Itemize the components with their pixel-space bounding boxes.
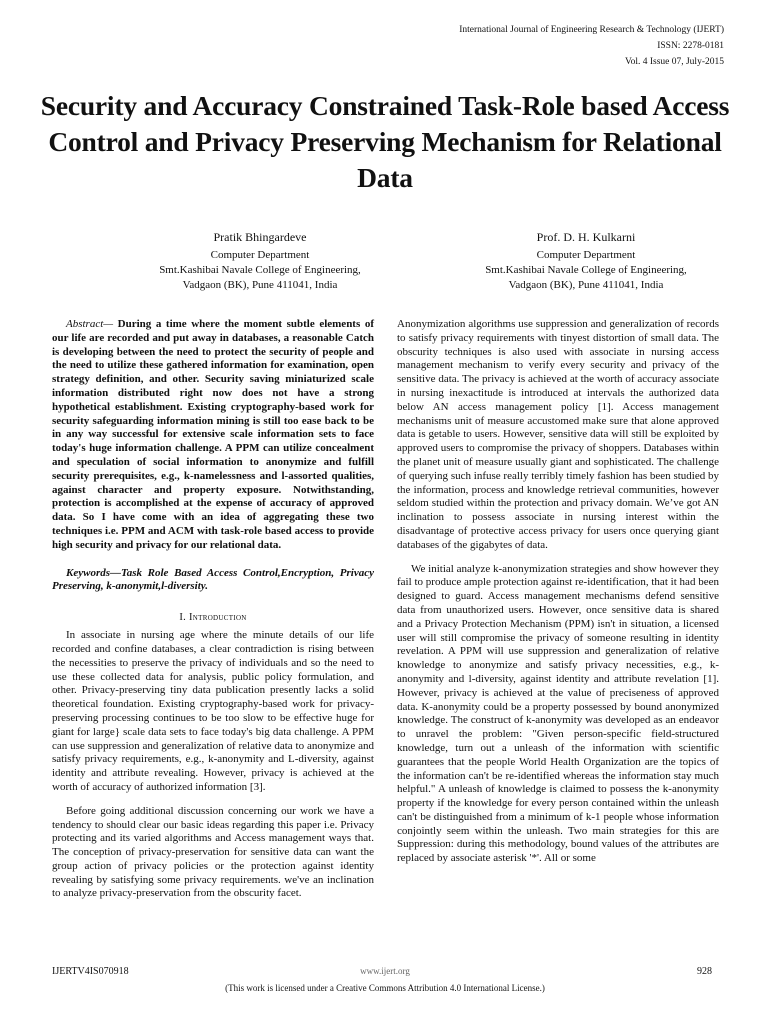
author-name: Pratik Bhingardeve <box>213 230 307 244</box>
section-heading <box>52 612 374 623</box>
abstract <box>52 318 374 553</box>
author-block-1 <box>110 230 410 293</box>
volume-issue: Vol. 4 Issue 07, July-2015 <box>624 57 724 67</box>
intro-paragraph-2: Before going additional discussion concerning our work we have a tendency to should clear our basic ideas regarding this paper i.e. Privacy protecting and its varied algorithms and Access management ways that. The conception of privacy-preservation for sensitive data can want the group action of privacy policies or the protection against identity revealing by satisfying some privacy requirements. we've an inclination to analyze privacy-preservation from the obscurity facet. <box>52 804 374 900</box>
right-column <box>397 318 719 866</box>
license-notice: (This work is licensed under a Creative Commons Attribution 4.0 International License.) <box>225 983 545 993</box>
author-department: Computer Department <box>536 249 636 261</box>
keywords <box>52 567 374 595</box>
author-department: Computer Department <box>210 249 310 261</box>
left-column <box>52 318 374 901</box>
paper-title: Security and Accuracy Constrained Task-Role based Access Control and Privacy Preserving Mechanism for Relational Data <box>40 90 730 193</box>
keywords-label: Keywords— <box>66 566 121 579</box>
paper-id: IJERTV4IS070918 <box>52 966 129 977</box>
abstract-text: During a time where the moment subtle elements of our life are recorded and put away in databases, a reasonable Catch is developing between the need to protect the security of people and the need to utilize these gathered information for examination, open strategy definition, and other. Security saving miniaturized scale information distributed right now does not have a strong hypothetical establishment. Existing cryptography-based work for security safeguarding information mining is still too ease back to be in any way successful for extensive scale information sets to face today's huge information challenge. A PPM can utilize concealment and speculation of social information to anonymize and fulfill security prerequisites, e.g., k-namelessness and l-assorted qualities, against character and property exposure. Notwithstanding, protection is accomplished at the expense of accuracy of approved data. So I have come with an idea of aggregating these two techniques i.e. PPM and ACM with task-role based access to provide high security and privacy for our relational data. <box>52 318 374 551</box>
journal-header <box>459 22 724 70</box>
issn: ISSN: 2278-0181 <box>657 41 724 51</box>
body-paragraph-1: Anonymization algorithms use suppression and generalization of records to satisfy privacy requirements with tinyest distortion of small data. The obscurity techniques is also used with associate in nursing access management mechanism to verify every security and privacy of the sensitive data. The privacy is achieved at the worth of accuracy associate in nursing inexactitude is introduced at intervals the authorized data below AN access management policy [1]. Access management mechanisms unit of measure accustomed make sure that alone approved data is getable to users. However, sensitive data will still be exploited by approved users to compromise the privacy of shoppers. Databases within the planet unit of measure usually giant and sophisticated. The challenge of querying such infuse really terribly timely fashion has been studied by the information, process and knowledge retrieval communities, however seldom studied within the protection and privacy domain. We’ve got AN inclination to possess associate in nursing interest within the disadvantage of protective access privacy for users once querying giant databases of the gigabytes of data. <box>397 318 719 551</box>
author-block-2 <box>436 230 736 293</box>
abstract-label: Abstract— <box>66 318 114 330</box>
author-name: Prof. D. H. Kulkarni <box>536 230 636 244</box>
journal-website[interactable]: www.ijert.org <box>360 966 410 976</box>
page-number: 928 <box>697 966 712 977</box>
keywords-text: Task Role Based Access Control,Encryption, Privacy Preserving, k-anonymit,l-diversity. <box>52 566 374 593</box>
author-address: Vadgaon (BK), Pune 411041, India <box>508 279 664 291</box>
body-paragraph-2: We initial analyze k-anonymization strategies and show however they fail to produce ample protection against re-identification, that it had been designed to guard. Access management mechanisms defend sensitive data from unauthorized users. However, once sensitive data is shared and a Privacy Protection Mechanism (PPM) isn't in situation, a licensed user will still compromise the privacy of someone resulting in identity revelation. A PPM will use suppression and generalization of relative knowledge to anonymize and satisfy privacy necessities, e.g., k-anonymity and l-diversity, against identity and attribute revelation [1]. However, privacy is achieved at the value of preciseness of approved data. K-anonymity could be a property possessed by bound anonymized knowledge. The construct of k-anonymity was developed as an endeavor to unravel the problem: "Given person-specific field-structured knowledge, turn out a unleash of the information with scientific guarantees that the people World Health Organization are the topics of the information can't be re-identified whereas the information stay much helpful." A unleash of knowledge is claimed to possess the k-anonymity property if the knowledge for every person contained within the unleash can't be distinguished from a minimum of k-1 people whose information conjointly seem within the unleash. Two main strategies for this are Suppression: during this methodology, bound values of the attributes are replaced by associate asterisk '*'. All or some <box>397 562 719 865</box>
author-address: Vadgaon (BK), Pune 411041, India <box>182 279 338 291</box>
journal-name: International Journal of Engineering Research & Technology (IJERT) <box>459 25 724 35</box>
author-college: Smt.Kashibai Navale College of Engineering, <box>159 264 361 276</box>
section-title: Introduction <box>189 612 247 624</box>
section-number: I. <box>179 612 187 624</box>
intro-paragraph-1: In associate in nursing age where the minute details of our life recorded and confine databases, a clear contradiction is rising between the necessities to preserve the privacy of individuals and so the need to use these collected data for analysis, public policy formulation, and other. Privacy-preserving tiny data publication presently lacks a solid theoretical foundation. Existing cryptography-based work for privacy-preserving processing continues to be too slow to be effective huge for giant for large} scale data sets to face today's big data challenge. A PPM can use suppression and generalization of relative data to anonymize and satisfy privacy requirements, e.g., k-anonymity and L-diversity, against identity and attribute revealing. However, privacy is achieved at the worth of accuracy of authorized information [3]. <box>52 629 374 793</box>
author-college: Smt.Kashibai Navale College of Engineering, <box>485 264 687 276</box>
